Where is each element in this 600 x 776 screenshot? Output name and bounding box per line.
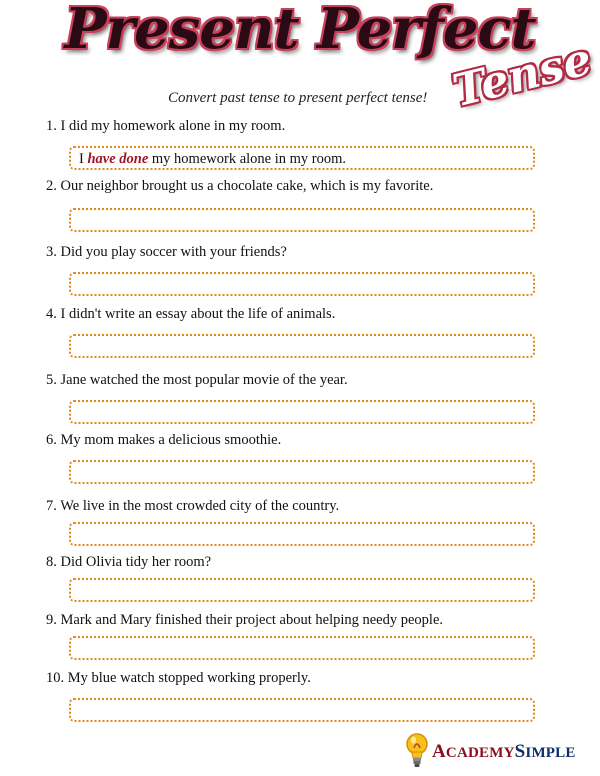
- answer-field-4[interactable]: [69, 334, 535, 358]
- answer-field-6[interactable]: [69, 460, 535, 484]
- answer-field-2[interactable]: [69, 208, 535, 232]
- question-9: 9. Mark and Mary finished their project about helping needy people.: [46, 612, 444, 628]
- logo-word-cademy: CADEMY: [445, 745, 515, 761]
- answer-1-highlight: have done: [87, 151, 149, 167]
- answer-field-10[interactable]: [69, 698, 535, 722]
- answer-1-after: my homework alone in my room.: [148, 151, 347, 167]
- question-5: 5. Jane watched the most popular movie of the year.: [46, 372, 348, 388]
- answer-1-before: I: [79, 151, 88, 167]
- worksheet-title-accent: Tense: [447, 33, 597, 118]
- question-3: 3. Did you play soccer with your friends?: [46, 244, 287, 260]
- question-4: 4. I didn't write an essay about the life of animals.: [46, 306, 336, 322]
- lightbulb-icon: [404, 730, 430, 770]
- question-8: 8. Did Olivia tidy her room?: [46, 554, 212, 570]
- answer-field-8[interactable]: [69, 578, 535, 602]
- answer-field-5[interactable]: [69, 400, 535, 424]
- answer-field-3[interactable]: [69, 272, 535, 296]
- question-2: 2. Our neighbor brought us a chocolate cake, which is my favorite.: [46, 178, 434, 194]
- logo-initial-s: S: [514, 741, 526, 762]
- academy-simple-logo: [404, 730, 584, 770]
- worksheet-title: Present Perfect: [64, 0, 536, 62]
- question-1: 1. I did my homework alone in my room.: [46, 118, 286, 134]
- instruction-text: Convert past tense to present perfect tense!: [168, 90, 428, 106]
- question-6: 6. My mom makes a delicious smoothie.: [46, 432, 282, 448]
- logo-text: [432, 741, 576, 763]
- answer-field-9[interactable]: [69, 636, 535, 660]
- question-7: 7. We live in the most crowded city of the country.: [46, 498, 340, 514]
- answer-field-1[interactable]: [69, 146, 535, 170]
- logo-initial-a: A: [432, 741, 446, 762]
- logo-word-imple: IMPLE: [525, 745, 576, 761]
- answer-field-7[interactable]: [69, 522, 535, 546]
- question-10: 10. My blue watch stopped working properly.: [46, 670, 311, 686]
